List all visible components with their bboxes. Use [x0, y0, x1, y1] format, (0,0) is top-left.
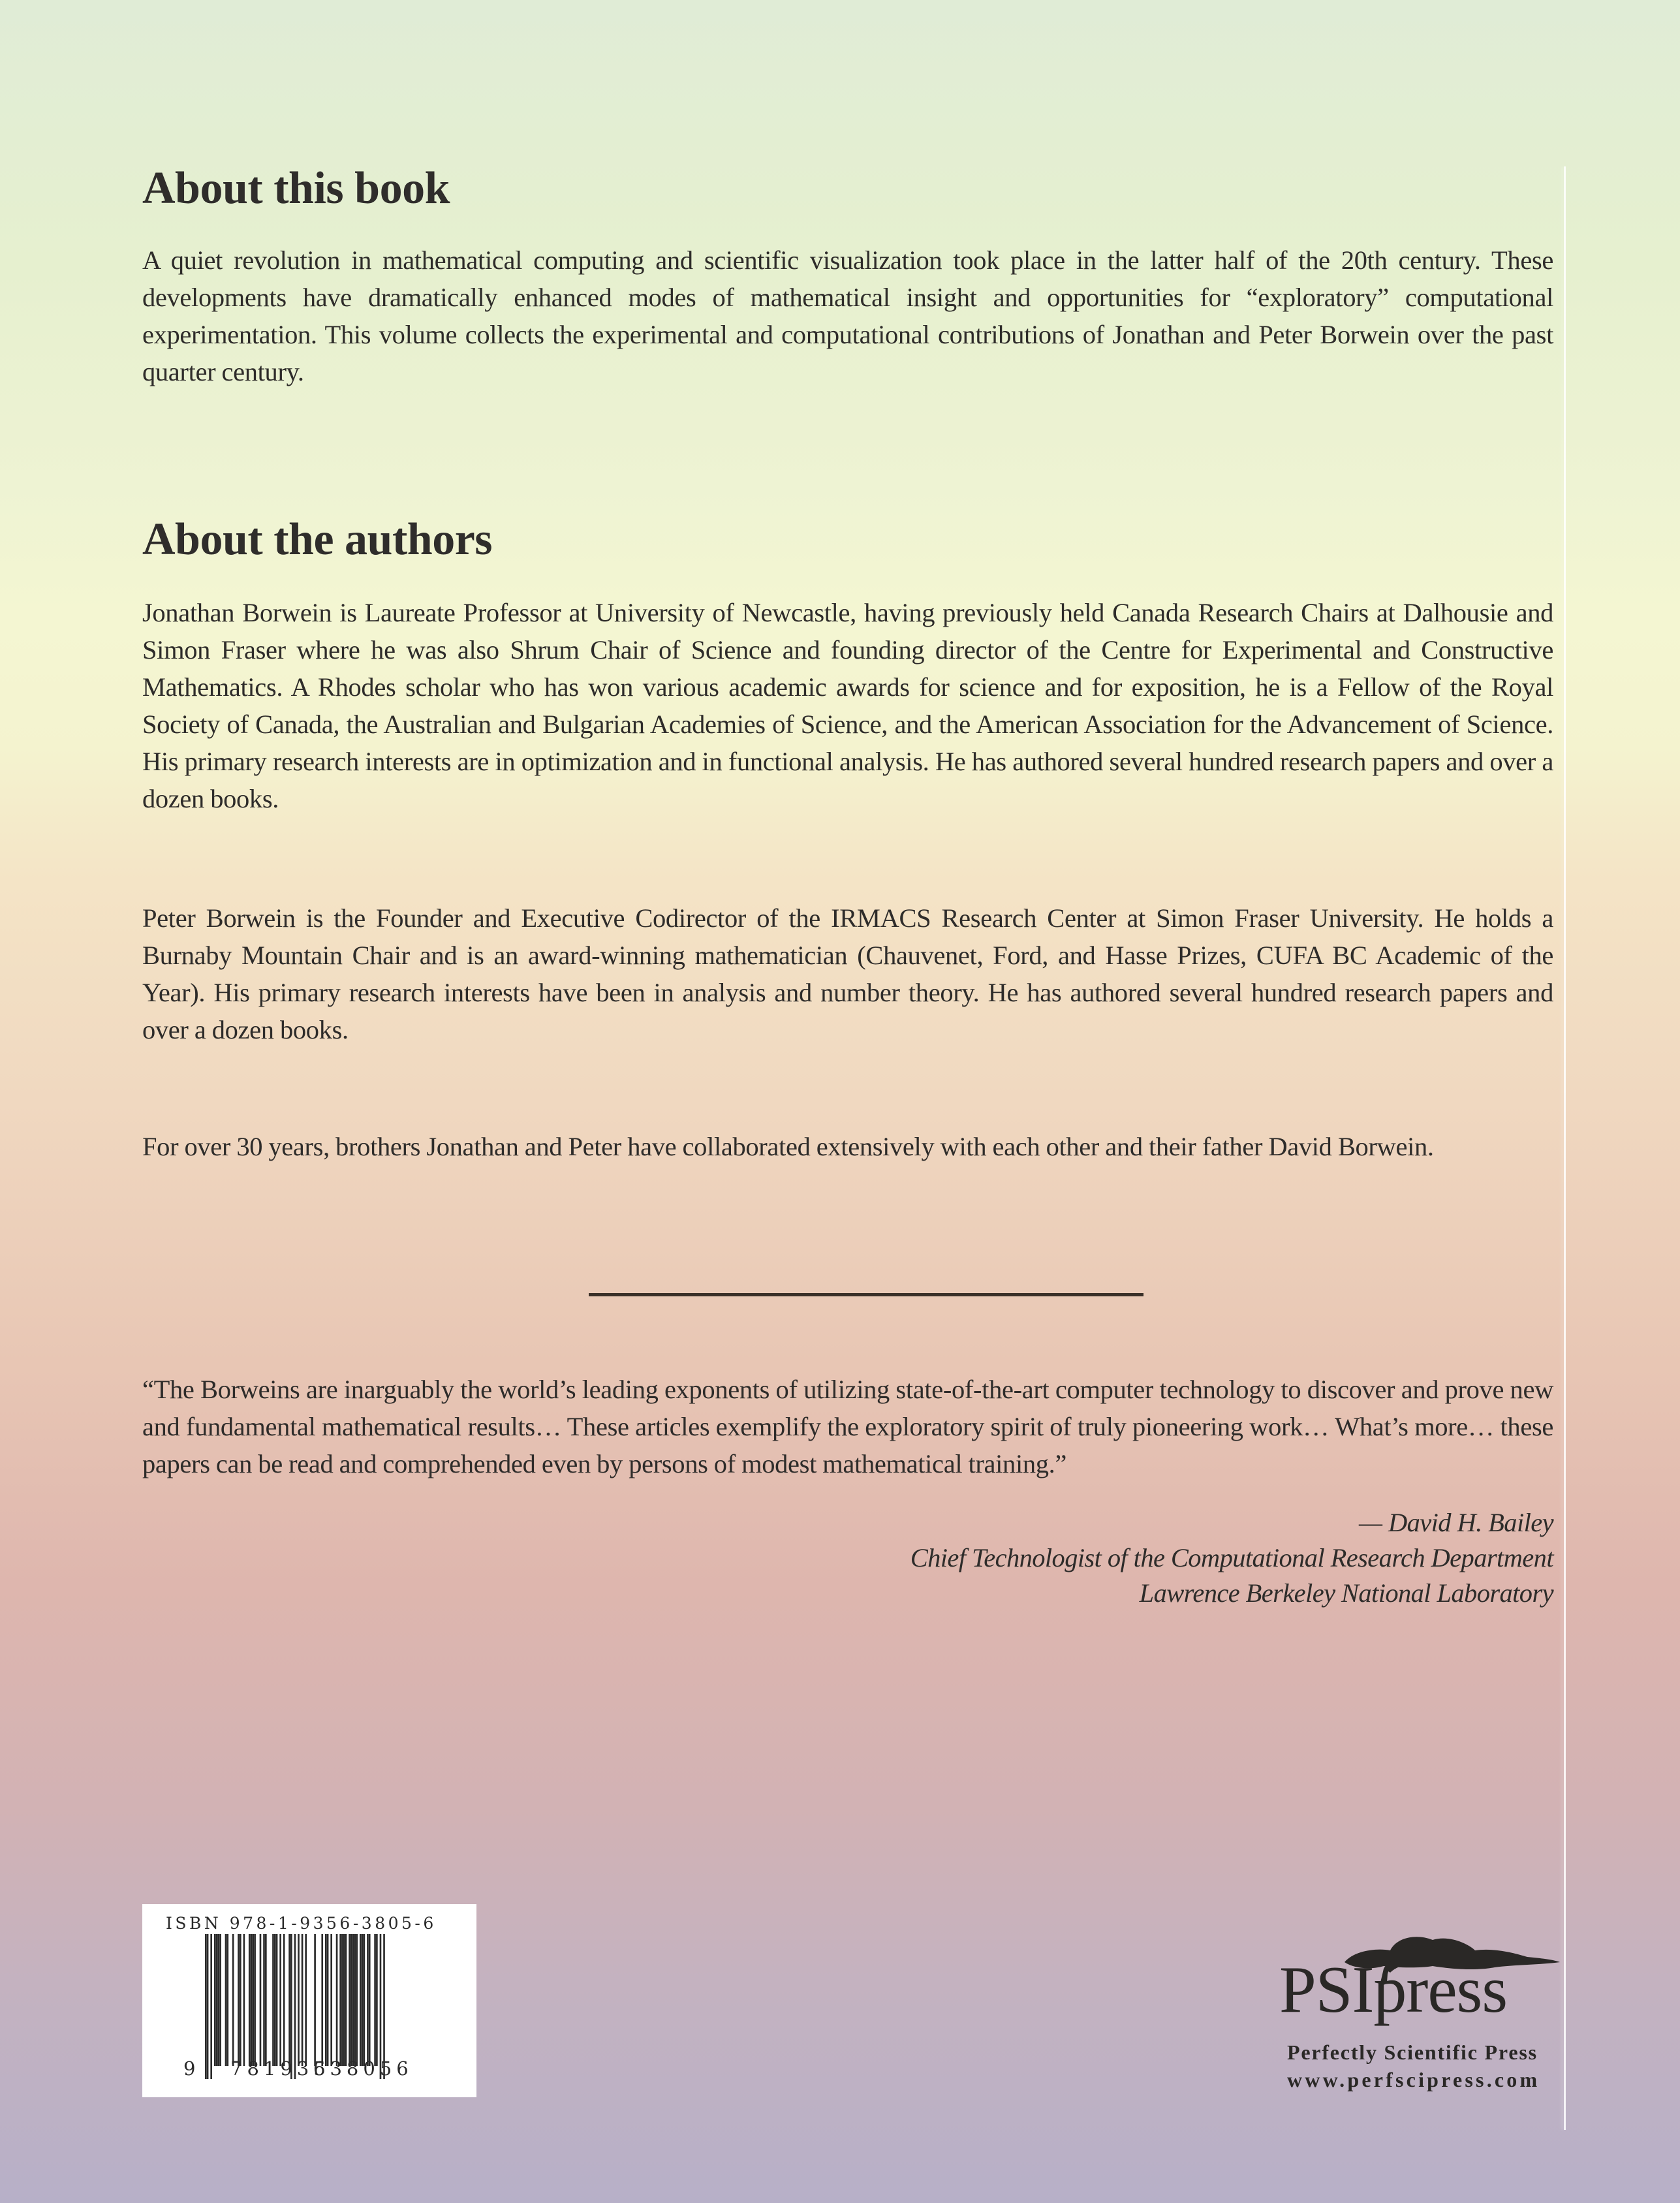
- endorsement-quote: “The Borweins are inarguably the world’s leading exponents of utilizing state-of-the-art computer technology to discover and prove new and fundamental mathematical results… These articles exemplify the exploratory spirit of truly pioneering work… What’s more… these papers can be read and comprehended even by persons of modest mathematical training.”: [142, 1375, 1553, 1478]
- barcode-bar: [352, 1934, 354, 2066]
- barcode-bar: [321, 1934, 323, 2066]
- barcode-bar: [283, 1934, 285, 2066]
- barcode-bar: [249, 1934, 251, 2066]
- barcode-bar: [362, 1934, 364, 2066]
- barcode-bar: [376, 1934, 378, 2066]
- about-authors-heading: About the authors: [142, 514, 493, 565]
- ean-left-group: 781935: [230, 2057, 330, 2080]
- barcode-bar: [356, 1934, 358, 2066]
- section-divider: [589, 1293, 1143, 1296]
- barcode-bar: [214, 1934, 216, 2066]
- barcode-bar: [260, 1934, 262, 2066]
- barcode-bar: [360, 1934, 362, 2066]
- barcode-bar: [345, 1934, 347, 2066]
- ean-first-digit: 9: [183, 2057, 196, 2080]
- barcode-bar: [369, 1934, 371, 2066]
- barcode-bar: [343, 1934, 345, 2066]
- publisher-wordmark: PSIpress: [1279, 1953, 1508, 2027]
- barcode-bar: [330, 1934, 332, 2066]
- barcode-bar: [238, 1934, 240, 2066]
- endorsement-organization: Lawrence Berkeley National Laboratory: [1139, 1578, 1553, 1608]
- barcode-bar: [298, 1934, 300, 2066]
- barcode-bar: [367, 1934, 369, 2066]
- barcode-bar: [252, 1934, 254, 2066]
- barcode-bar: [305, 1934, 307, 2066]
- barcode-bar: [364, 1934, 366, 2066]
- publisher-url[interactable]: www.perfscipress.com: [1287, 2068, 1540, 2091]
- barcode-bar: [349, 1934, 350, 2066]
- barcode-bar: [279, 1934, 281, 2066]
- barcode-bar: [243, 1934, 245, 2066]
- isbn-barcode: [142, 1904, 476, 2097]
- barcode-bar: [205, 1934, 207, 2079]
- about-book-heading: About this book: [142, 163, 450, 213]
- barcode-bar: [216, 1934, 218, 2066]
- barcode-bar: [339, 1934, 341, 2066]
- barcode-bar: [210, 1934, 212, 2079]
- barcode-bar: [302, 1934, 303, 2066]
- barcode-bar: [276, 1934, 278, 2066]
- barcode-bar: [274, 1934, 276, 2066]
- barcode-bar: [325, 1934, 327, 2066]
- about-book-body: A quiet revolution in mathematical computing and scientific visualization took place in the latter half of the 20th century. These developments have dramatically enhanced modes of mathematical insight and opportunities for “exploratory” computational experimentation. This volume collects the experimental and computational contributions of Jonathan and Peter Borwein over the past quarter century.: [142, 245, 1553, 386]
- barcode-bar: [314, 1934, 316, 2066]
- author-collaboration: For over 30 years, brothers Jonathan and Peter have collaborated extensively with each other and their father David Borwein.: [142, 1132, 1434, 1161]
- publisher-logo: [1279, 1931, 1560, 2101]
- barcode-bar: [225, 1934, 227, 2066]
- barcode-bar: [354, 1934, 356, 2066]
- barcode-bar: [327, 1934, 329, 2066]
- barcode-bar: [265, 1934, 267, 2066]
- endorsement-author: — David H. Bailey: [1359, 1508, 1553, 1537]
- barcode-bar: [263, 1934, 265, 2066]
- barcode-bar: [207, 1934, 209, 2079]
- barcode-bar: [218, 1934, 220, 2066]
- endorsement-title: Chief Technologist of the Computational Research Department: [910, 1543, 1553, 1572]
- barcode-bar: [251, 1934, 253, 2066]
- barcode-bar: [374, 1934, 376, 2066]
- barcode-bar: [288, 1934, 290, 2066]
- author-bio-jonathan: Jonathan Borwein is Laureate Professor at University of Newcastle, having previously held Canada Research Chairs at Dalhousie and Simon Fraser where he was also Shrum Chair of Science and founding director of the Centre for Experimental and Constructive Mathematics. A Rhodes scholar who has won various academic awards for science and for exposition, he is a Fellow of the Royal Society of Canada, the Australian and Bulgarian Academies of Science, and the American Association for the Advancement of Science. His primary research interests are in optimization and in functional analysis. He has authored several hundred research papers and over a dozen books.: [142, 598, 1553, 813]
- barcode-bar: [240, 1934, 241, 2066]
- barcode-bar: [232, 1934, 234, 2066]
- barcode-bar: [226, 1934, 228, 2066]
- barcode-bar: [254, 1934, 256, 2066]
- author-bio-peter: Peter Borwein is the Founder and Executive Codirector of the IRMACS Research Center at Simon Fraser University. He holds a Burnaby Mountain Chair and is an award-winning mathematician (Chauvenet, Ford, and Hasse Prizes, CUFA BC Academic of the Year). His primary research interests have been in analysis and number theory. He has authored several hundred research papers and over a dozen books.: [142, 903, 1553, 1044]
- barcode-bar: [219, 1934, 221, 2066]
- barcode-bar: [336, 1934, 338, 2066]
- ean-right-group: 638056: [313, 2057, 413, 2080]
- barcode-bar: [341, 1934, 343, 2066]
- barcode-bar: [350, 1934, 352, 2066]
- trim-guide-line: [1564, 166, 1566, 2130]
- barcode-bar: [272, 1934, 274, 2066]
- publisher-name: Perfectly Scientific Press: [1287, 2040, 1538, 2064]
- isbn-label: ISBN 978-1-9356-3805-6: [166, 1914, 437, 1933]
